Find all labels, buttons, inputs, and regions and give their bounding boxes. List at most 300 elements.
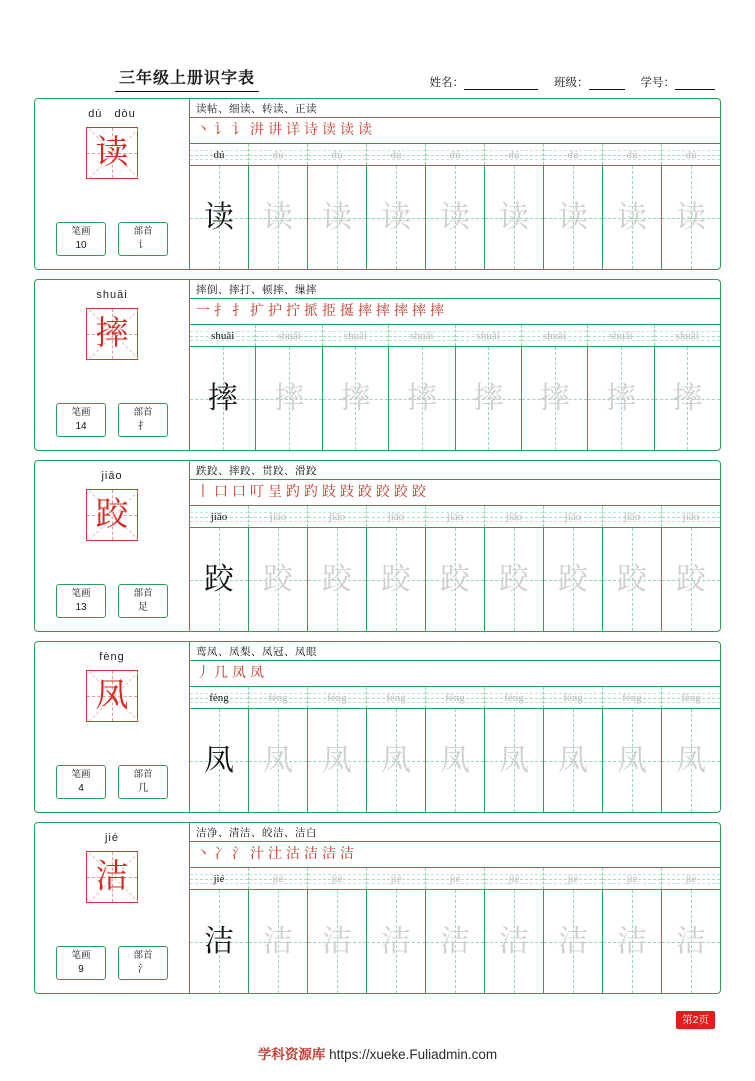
practice-character: 摔 — [539, 381, 570, 415]
pinyin-text: jié — [567, 872, 579, 885]
model-character: 摔 — [95, 315, 129, 352]
practice-character: 跤 — [322, 562, 352, 596]
pinyin-trace-cell[interactable] — [485, 506, 544, 527]
card-info-row — [35, 946, 189, 980]
pinyin-text: jiāo — [505, 510, 523, 523]
stroke-order-step: 跤 — [412, 484, 426, 500]
stroke-order-row — [190, 661, 720, 687]
character-trace-cell[interactable] — [249, 166, 308, 269]
character-trace-cell[interactable] — [603, 166, 662, 269]
card-right-panel — [190, 99, 720, 269]
stroke-order-step: 冫 — [214, 846, 228, 862]
character-trace-cell[interactable] — [485, 890, 544, 993]
card-right-panel — [190, 642, 720, 812]
pinyin-text: jiāo — [682, 510, 700, 523]
pinyin-trace-cell[interactable] — [367, 506, 426, 527]
stroke-count-box — [56, 584, 106, 618]
card-pinyin-list — [101, 470, 122, 484]
pinyin-model-cell[interactable] — [190, 144, 249, 165]
stroke-order-step: 摔 — [412, 303, 426, 319]
pinyin-text: jié — [331, 872, 343, 885]
pinyin-text: jié — [272, 872, 284, 885]
stroke-order-step: 跤 — [376, 484, 390, 500]
pinyin-text: fèng — [327, 691, 347, 704]
word-examples: 鸾凤、凤梨、凤冠、凤眼 — [190, 642, 720, 661]
stroke-order-step: 口 — [232, 484, 246, 500]
pinyin-trace-cell[interactable] — [249, 506, 308, 527]
class-blank[interactable] — [589, 78, 625, 90]
character-card — [34, 98, 721, 270]
radical-value: 讠 — [138, 239, 148, 251]
character-trace-cell[interactable] — [308, 709, 367, 812]
character-model-cell[interactable] — [190, 528, 249, 631]
radical-box — [118, 584, 168, 618]
pinyin-trace-cell[interactable] — [603, 687, 662, 708]
stroke-order-step: 洁 — [340, 846, 354, 862]
practice-character: 凤 — [676, 743, 706, 777]
stroke-count-box — [56, 765, 106, 799]
model-character: 洁 — [95, 858, 129, 895]
radical-value: 几 — [138, 782, 148, 794]
stroke-order-step: 诗 — [304, 122, 318, 138]
page-title: 三年级上册识字表 — [115, 65, 259, 92]
pinyin-trace-cell[interactable] — [485, 868, 544, 889]
pinyin-trace-cell[interactable] — [389, 325, 455, 346]
stroke-order-row — [190, 480, 720, 506]
pinyin-trace-cell[interactable] — [662, 868, 720, 889]
word-examples: 摔倒、摔打、顿摔、缫摔 — [190, 280, 720, 299]
character-trace-cell[interactable] — [485, 709, 544, 812]
character-trace-cell[interactable] — [485, 528, 544, 631]
card-pinyin-list — [88, 108, 136, 122]
pinyin-text: jiāo — [623, 510, 641, 523]
stroke-order-step: 拧 — [286, 303, 300, 319]
radical-box — [118, 765, 168, 799]
card-pinyin: shuāi — [96, 289, 128, 301]
model-character-box — [86, 308, 138, 360]
stroke-order-step: 跂 — [340, 484, 354, 500]
practice-character: 读 — [381, 200, 411, 234]
stroke-order-step: 汁 — [250, 846, 264, 862]
stroke-order-step: 摔 — [376, 303, 390, 319]
page-number-badge: 第2页 — [676, 1011, 715, 1029]
stroke-count-label: 笔画 — [71, 949, 91, 961]
model-character: 跤 — [95, 496, 129, 533]
practice-character: 洁 — [617, 924, 647, 958]
pinyin-text: fèng — [209, 691, 229, 704]
card-pinyin: jiāo — [101, 470, 123, 482]
character-model-cell[interactable] — [190, 347, 256, 450]
stroke-order-step: 丶 — [196, 122, 210, 138]
stroke-order-step: 讠 — [232, 122, 246, 138]
pinyin-practice-row — [190, 325, 720, 347]
character-practice-row — [190, 890, 720, 993]
practice-character: 跤 — [558, 562, 588, 596]
practice-character: 摔 — [207, 381, 238, 415]
radical-label: 部首 — [133, 225, 153, 237]
character-trace-cell[interactable] — [426, 890, 485, 993]
pinyin-trace-cell[interactable] — [249, 868, 308, 889]
pinyin-text: dú — [331, 148, 343, 161]
radical-box — [118, 222, 168, 256]
character-trace-cell[interactable] — [522, 347, 588, 450]
radical-box — [118, 403, 168, 437]
word-examples: 洁净、清洁、皎洁、洁白 — [190, 823, 720, 842]
model-character-box — [86, 127, 138, 179]
stroke-order-step: 一 — [196, 303, 210, 319]
radical-value: 扌 — [138, 420, 148, 432]
practice-character: 摔 — [340, 381, 371, 415]
stroke-order-step: 扩 — [250, 303, 264, 319]
pinyin-text: dú — [213, 148, 225, 161]
practice-character: 洁 — [676, 924, 706, 958]
practice-character: 洁 — [558, 924, 588, 958]
pinyin-text: jié — [213, 872, 225, 885]
stroke-order-step: 讠 — [214, 122, 228, 138]
pinyin-trace-cell[interactable] — [522, 325, 588, 346]
pinyin-trace-cell[interactable] — [367, 144, 426, 165]
pinyin-text: shuāi — [542, 329, 567, 342]
practice-character: 洁 — [204, 924, 234, 958]
character-card — [34, 822, 721, 994]
pinyin-trace-cell[interactable] — [256, 325, 322, 346]
character-trace-cell[interactable] — [426, 166, 485, 269]
character-trace-cell[interactable] — [485, 166, 544, 269]
character-practice-row — [190, 528, 720, 631]
card-pinyin-list — [96, 289, 127, 303]
pinyin-text: shuāi — [343, 329, 368, 342]
model-character-box — [86, 670, 138, 722]
card-right-panel — [190, 823, 720, 993]
card-pinyin-list — [99, 651, 124, 665]
pinyin-text: jié — [508, 872, 520, 885]
class-field[interactable] — [554, 74, 625, 90]
pinyin-text: shuāi — [476, 329, 500, 342]
character-trace-cell[interactable] — [426, 709, 485, 812]
pinyin-trace-cell[interactable] — [588, 325, 654, 346]
card-pinyin: dòu — [114, 108, 136, 120]
character-trace-cell[interactable] — [662, 709, 720, 812]
page-header — [0, 0, 755, 92]
character-trace-cell[interactable] — [544, 166, 603, 269]
pinyin-text: shuāi — [277, 329, 301, 342]
practice-character: 读 — [440, 200, 470, 234]
character-model-cell[interactable] — [190, 166, 249, 269]
stroke-count-label: 笔画 — [71, 225, 91, 237]
pinyin-trace-cell[interactable] — [485, 687, 544, 708]
practice-character: 读 — [263, 200, 293, 234]
practice-character: 跤 — [617, 562, 647, 596]
character-trace-cell[interactable] — [426, 528, 485, 631]
stroke-count-value: 10 — [75, 239, 87, 251]
stroke-order-step: 摔 — [394, 303, 408, 319]
model-character: 凤 — [95, 677, 129, 714]
practice-character: 凤 — [204, 743, 234, 777]
model-character-box — [86, 489, 138, 541]
card-left-panel — [35, 280, 190, 450]
character-practice-row — [190, 709, 720, 812]
stroke-order-step: 凤 — [232, 665, 246, 681]
stroke-order-step: 讲 — [268, 122, 282, 138]
character-card-list — [0, 92, 755, 994]
pinyin-text: dú — [685, 148, 697, 161]
character-trace-cell[interactable] — [544, 528, 603, 631]
character-trace-cell[interactable] — [603, 890, 662, 993]
character-practice-row — [190, 347, 720, 450]
card-pinyin: dú — [88, 108, 103, 120]
pinyin-trace-cell[interactable] — [426, 868, 485, 889]
practice-character: 凤 — [617, 743, 647, 777]
card-left-panel — [35, 823, 190, 993]
pinyin-text: fèng — [386, 691, 406, 704]
name-blank[interactable] — [464, 78, 538, 90]
radical-label: 部首 — [133, 949, 153, 961]
pinyin-text: fèng — [681, 691, 701, 704]
stroke-order-step: 摔 — [358, 303, 372, 319]
pinyin-trace-cell[interactable] — [426, 506, 485, 527]
character-trace-cell[interactable] — [249, 709, 308, 812]
pinyin-trace-cell[interactable] — [662, 144, 720, 165]
practice-character: 摔 — [672, 381, 703, 415]
character-card — [34, 641, 721, 813]
pinyin-trace-cell[interactable] — [603, 868, 662, 889]
character-card — [34, 279, 721, 451]
card-left-panel — [35, 99, 190, 269]
pinyin-trace-cell[interactable] — [426, 144, 485, 165]
character-trace-cell[interactable] — [308, 890, 367, 993]
character-model-cell[interactable] — [190, 890, 249, 993]
pinyin-trace-cell[interactable] — [544, 868, 603, 889]
pinyin-text: shuāi — [410, 329, 434, 342]
practice-character: 读 — [617, 200, 647, 234]
character-trace-cell[interactable] — [367, 709, 426, 812]
pinyin-model-cell[interactable] — [190, 687, 249, 708]
pinyin-trace-cell[interactable] — [544, 144, 603, 165]
stroke-order-step: 跤 — [358, 484, 372, 500]
character-trace-cell[interactable] — [308, 166, 367, 269]
pinyin-text: jié — [449, 872, 461, 885]
pinyin-text: jiāo — [387, 510, 405, 523]
character-trace-cell[interactable] — [367, 528, 426, 631]
character-trace-cell[interactable] — [603, 528, 662, 631]
pinyin-text: shuāi — [609, 329, 633, 342]
watermark-brand: 学科资源库 — [257, 1047, 326, 1062]
character-trace-cell[interactable] — [456, 347, 522, 450]
stroke-order-step: 丨 — [196, 484, 210, 500]
pinyin-trace-cell[interactable] — [603, 506, 662, 527]
stroke-order-step: 扌 — [232, 303, 246, 319]
model-character-box — [86, 851, 138, 903]
pinyin-text: dú — [626, 148, 638, 161]
radical-label: 部首 — [133, 768, 153, 780]
character-model-cell[interactable] — [190, 709, 249, 812]
character-trace-cell[interactable] — [662, 890, 720, 993]
pinyin-practice-row — [190, 687, 720, 709]
name-label: 姓名： — [429, 77, 464, 89]
stroke-order-step: 护 — [268, 303, 282, 319]
pinyin-model-cell[interactable] — [190, 868, 249, 889]
practice-character: 摔 — [274, 381, 305, 415]
stroke-order-step: 趵 — [286, 484, 300, 500]
stroke-order-step: 趵 — [304, 484, 318, 500]
character-trace-cell[interactable] — [662, 528, 720, 631]
character-trace-cell[interactable] — [256, 347, 322, 450]
watermark — [0, 1043, 755, 1063]
pinyin-practice-row — [190, 144, 720, 166]
stroke-count-value: 4 — [78, 782, 84, 794]
character-trace-cell[interactable] — [603, 709, 662, 812]
pinyin-model-cell[interactable] — [190, 506, 249, 527]
practice-character: 凤 — [558, 743, 588, 777]
practice-character: 跤 — [676, 562, 706, 596]
stroke-order-step: 叮 — [250, 484, 264, 500]
stroke-order-step: 丶 — [196, 846, 210, 862]
pinyin-trace-cell[interactable] — [662, 506, 720, 527]
card-right-panel — [190, 280, 720, 450]
radical-box — [118, 946, 168, 980]
character-trace-cell[interactable] — [367, 166, 426, 269]
pinyin-text: jié — [685, 872, 697, 885]
pinyin-text: jiāo — [564, 510, 582, 523]
pinyin-text: shuāi — [211, 329, 235, 342]
stroke-order-step: 读 — [358, 122, 372, 138]
pinyin-trace-cell[interactable] — [323, 325, 389, 346]
card-left-panel — [35, 642, 190, 812]
character-trace-cell[interactable] — [308, 528, 367, 631]
practice-character: 洁 — [322, 924, 352, 958]
pinyin-text: jiāo — [446, 510, 464, 523]
stroke-order-step: 挻 — [340, 303, 354, 319]
character-trace-cell[interactable] — [588, 347, 654, 450]
pinyin-text: jié — [390, 872, 402, 885]
pinyin-trace-cell[interactable] — [544, 687, 603, 708]
pinyin-trace-cell[interactable] — [426, 687, 485, 708]
pinyin-text: dú — [449, 148, 461, 161]
card-pinyin: fèng — [99, 651, 125, 663]
pinyin-trace-cell[interactable] — [249, 144, 308, 165]
stroke-order-step: 汫 — [250, 122, 264, 138]
card-info-row — [35, 403, 189, 437]
class-label: 班级： — [554, 77, 589, 89]
character-trace-cell[interactable] — [323, 347, 389, 450]
word-examples: 读帖、细读、转读、正读 — [190, 99, 720, 118]
pinyin-trace-cell[interactable] — [308, 144, 367, 165]
stroke-count-value: 14 — [75, 420, 87, 432]
stroke-order-row — [190, 842, 720, 868]
pinyin-text: fèng — [268, 691, 288, 704]
pinyin-trace-cell[interactable] — [655, 325, 720, 346]
number-field[interactable] — [641, 74, 716, 90]
practice-character: 凤 — [381, 743, 411, 777]
pinyin-text: dú — [272, 148, 284, 161]
pinyin-trace-cell[interactable] — [308, 868, 367, 889]
pinyin-text: fèng — [563, 691, 583, 704]
pinyin-practice-row — [190, 868, 720, 890]
card-info-row — [35, 765, 189, 799]
character-trace-cell[interactable] — [249, 890, 308, 993]
stroke-order-step: 读 — [340, 122, 354, 138]
pinyin-trace-cell[interactable] — [603, 144, 662, 165]
character-trace-cell[interactable] — [662, 166, 720, 269]
pinyin-text: jiāo — [328, 510, 346, 523]
card-right-panel — [190, 461, 720, 631]
pinyin-trace-cell[interactable] — [662, 687, 720, 708]
practice-character: 凤 — [322, 743, 352, 777]
pinyin-model-cell[interactable] — [190, 325, 256, 346]
character-trace-cell[interactable] — [655, 347, 720, 450]
stroke-order-step: 读 — [322, 122, 336, 138]
character-trace-cell[interactable] — [367, 890, 426, 993]
pinyin-trace-cell[interactable] — [367, 687, 426, 708]
pinyin-text: fèng — [622, 691, 642, 704]
stroke-order-row — [190, 299, 720, 325]
practice-character: 摔 — [406, 381, 437, 415]
number-blank[interactable] — [675, 78, 715, 90]
radical-label: 部首 — [133, 406, 153, 418]
character-card — [34, 460, 721, 632]
card-info-row — [35, 222, 189, 256]
pinyin-text: shuāi — [675, 329, 699, 342]
pinyin-trace-cell[interactable] — [308, 687, 367, 708]
word-examples: 跌跤、摔跤、贯跤、滑跤 — [190, 461, 720, 480]
pinyin-trace-cell[interactable] — [485, 144, 544, 165]
pinyin-trace-cell[interactable] — [456, 325, 522, 346]
stroke-order-step: 口 — [214, 484, 228, 500]
model-character: 读 — [95, 134, 129, 171]
stroke-count-box — [56, 946, 106, 980]
pinyin-trace-cell[interactable] — [544, 506, 603, 527]
character-trace-cell[interactable] — [544, 890, 603, 993]
card-pinyin: jié — [104, 832, 119, 844]
practice-character: 洁 — [499, 924, 529, 958]
practice-character: 摔 — [605, 381, 636, 415]
stroke-order-step: 汢 — [268, 846, 282, 862]
practice-character: 读 — [499, 200, 529, 234]
pinyin-trace-cell[interactable] — [367, 868, 426, 889]
pinyin-practice-row — [190, 506, 720, 528]
radical-value: 足 — [138, 601, 148, 613]
number-label: 学号： — [640, 77, 675, 89]
card-left-panel — [35, 461, 190, 631]
pinyin-trace-cell[interactable] — [308, 506, 367, 527]
character-practice-row — [190, 166, 720, 269]
practice-character: 摔 — [473, 381, 504, 415]
character-trace-cell[interactable] — [389, 347, 455, 450]
stroke-count-value: 13 — [75, 601, 87, 613]
name-field[interactable] — [430, 74, 539, 90]
practice-character: 凤 — [263, 743, 293, 777]
character-trace-cell[interactable] — [249, 528, 308, 631]
practice-character: 洁 — [381, 924, 411, 958]
practice-character: 跤 — [204, 562, 234, 596]
character-trace-cell[interactable] — [544, 709, 603, 812]
title-wrap — [34, 65, 274, 92]
stroke-order-step: 洁 — [322, 846, 336, 862]
pinyin-trace-cell[interactable] — [249, 687, 308, 708]
stroke-order-step: 跂 — [322, 484, 336, 500]
stroke-order-step: 摔 — [430, 303, 444, 319]
stroke-order-step: 沽 — [286, 846, 300, 862]
practice-character: 凤 — [440, 743, 470, 777]
stroke-order-step: 扌 — [214, 303, 228, 319]
pinyin-text: dú — [508, 148, 520, 161]
stroke-order-step: 挀 — [304, 303, 318, 319]
practice-character: 读 — [676, 200, 706, 234]
stroke-count-label: 笔画 — [71, 587, 91, 599]
pinyin-text: jiāo — [210, 510, 228, 523]
practice-character: 读 — [558, 200, 588, 234]
stroke-order-step: 详 — [286, 122, 300, 138]
